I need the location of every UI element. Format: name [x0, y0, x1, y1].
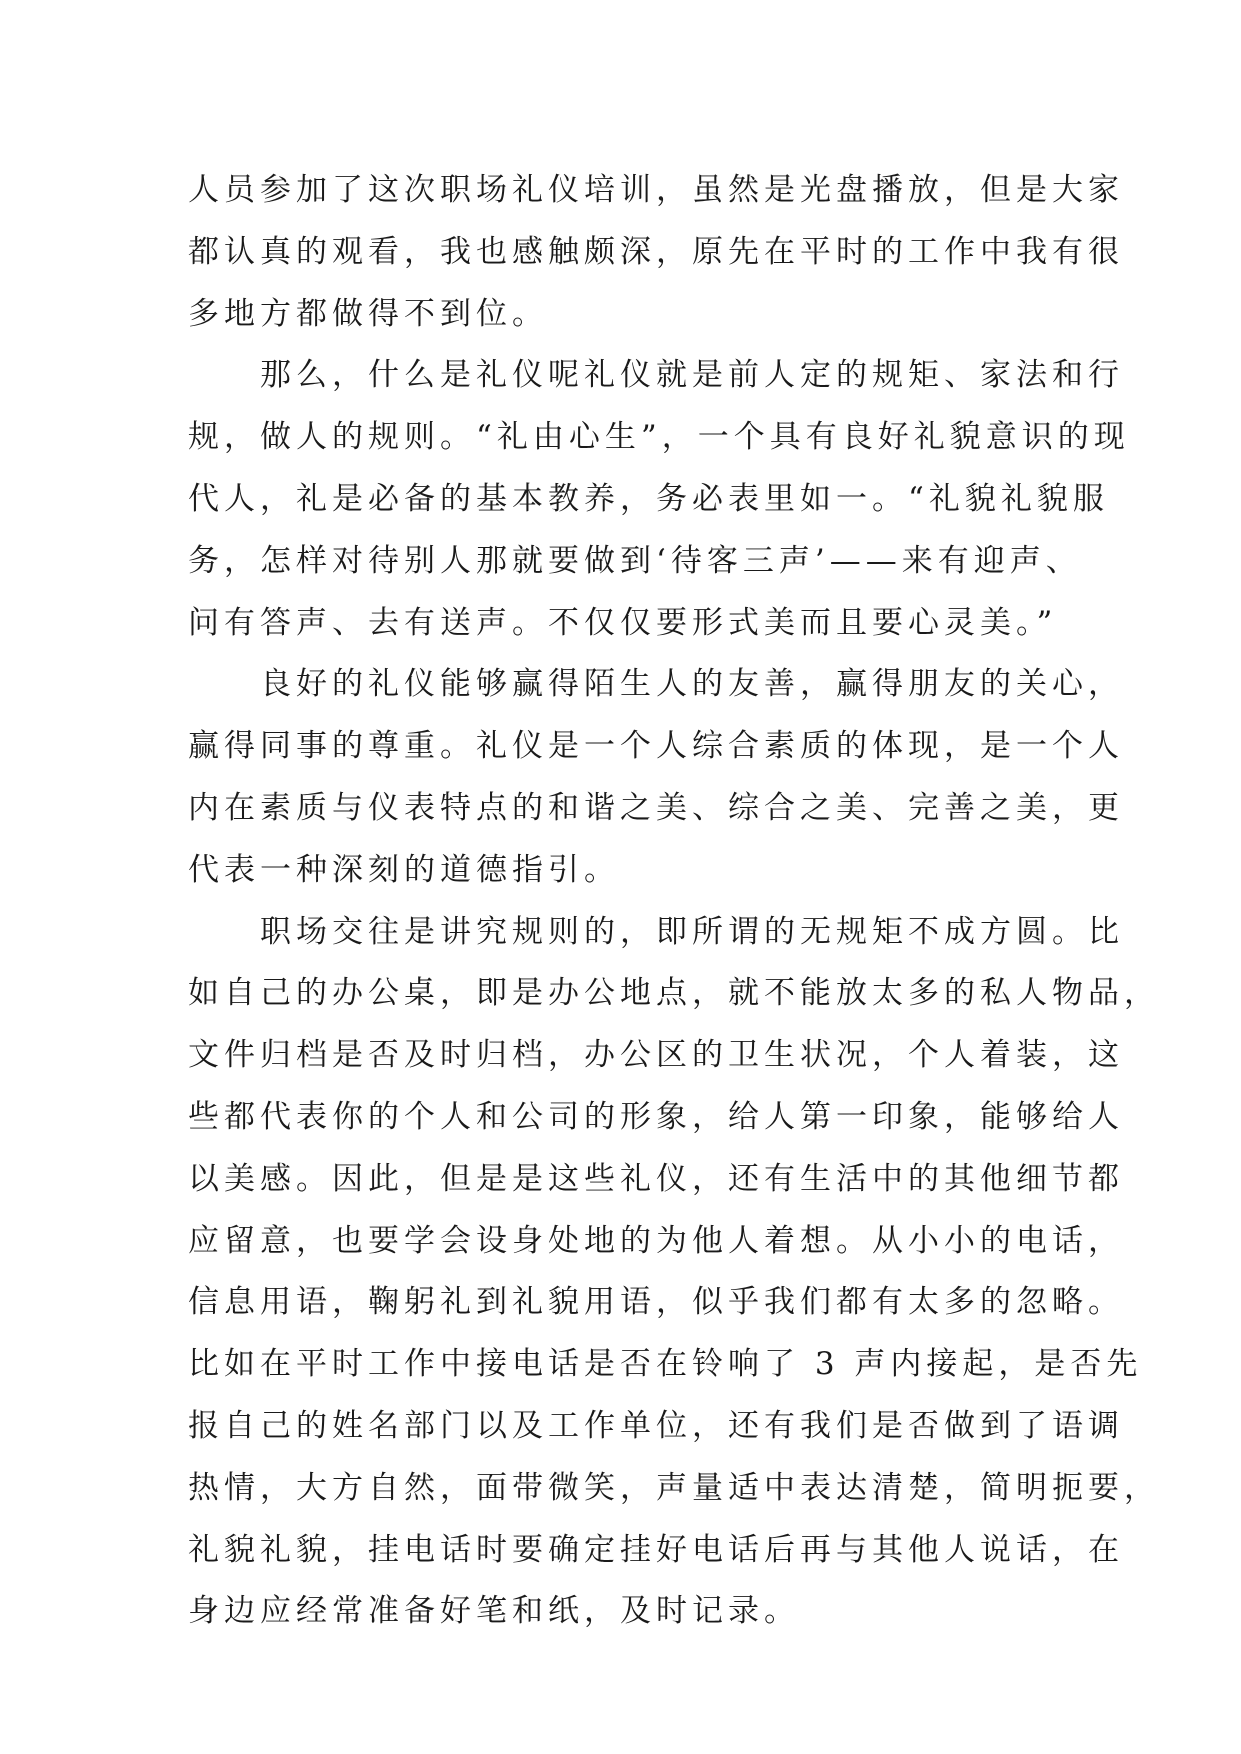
- text-line: 内在素质与仪表特点的和谐之美、综合之美、完善之美，更: [188, 789, 1124, 826]
- text-line: 都认真的观看，我也感触颇深，原先在平时的工作中我有很: [188, 233, 1124, 270]
- text-line: 良好的礼仪能够赢得陌生人的友善，赢得朋友的关心，: [260, 666, 1124, 703]
- text-line: 赢得同事的尊重。礼仪是一个人综合素质的体现，是一个人: [188, 728, 1124, 765]
- paragraph-1: [188, 160, 1124, 345]
- text-line: 务，怎样对待别人那就要做到‘待客三声’——来有迎声、: [188, 542, 1082, 579]
- paragraph-3: [188, 654, 1124, 901]
- text-line: 以美感。因此，但是是这些礼仪，还有生活中的其他细节都: [188, 1160, 1124, 1197]
- text-line: 问有答声、去有送声。不仅仅要形式美而且要心灵美。”: [188, 604, 1058, 641]
- text-line: 多地方都做得不到位。: [188, 295, 548, 332]
- text-line: 身边应经常准备好笔和纸，及时记录。: [188, 1593, 800, 1630]
- text-line: 比如在平时工作中接电话是否在铃响了 3 声内接起，是否先: [188, 1346, 1143, 1383]
- paragraph-2: [188, 345, 1130, 654]
- text-line: 人员参加了这次职场礼仪培训，虽然是光盘播放，但是大家: [188, 172, 1124, 208]
- text-line: 报自己的姓名部门以及工作单位，还有我们是否做到了语调: [188, 1407, 1124, 1444]
- text-line: 应留意，也要学会设身处地的为他人着想。从小小的电话，: [188, 1222, 1124, 1259]
- text-line: 代表一种深刻的道德指引。: [188, 851, 620, 888]
- text-line: 热情，大方自然，面带微笑，声量适中表达清楚，简明扼要，: [188, 1469, 1160, 1506]
- text-line: 文件归档是否及时归档，办公区的卫生状况，个人着装，这: [188, 1037, 1124, 1074]
- text-line: 些都代表你的个人和公司的形象，给人第一印象，能够给人: [188, 1098, 1124, 1135]
- text-line: 职场交往是讲究规则的，即所谓的无规矩不成方圆。比: [260, 913, 1124, 950]
- document-body: [188, 160, 1160, 1643]
- text-line: 礼貌礼貌，挂电话时要确定挂好电话后再与其他人说话，在: [188, 1531, 1124, 1568]
- text-line: 如自己的办公桌，即是办公地点，就不能放太多的私人物品，: [188, 975, 1160, 1012]
- text-line: 规，做人的规则。“礼由心生”，一个具有良好礼貌意识的现: [188, 419, 1130, 456]
- paragraph-4: [188, 902, 1160, 1644]
- text-line: 那么，什么是礼仪呢礼仪就是前人定的规矩、家法和行: [260, 357, 1124, 394]
- text-line: 代人，礼是必备的基本教养，务必表里如一。“礼貌礼貌服: [188, 480, 1109, 517]
- text-line: 信息用语，鞠躬礼到礼貌用语，似乎我们都有太多的忽略。: [188, 1284, 1124, 1321]
